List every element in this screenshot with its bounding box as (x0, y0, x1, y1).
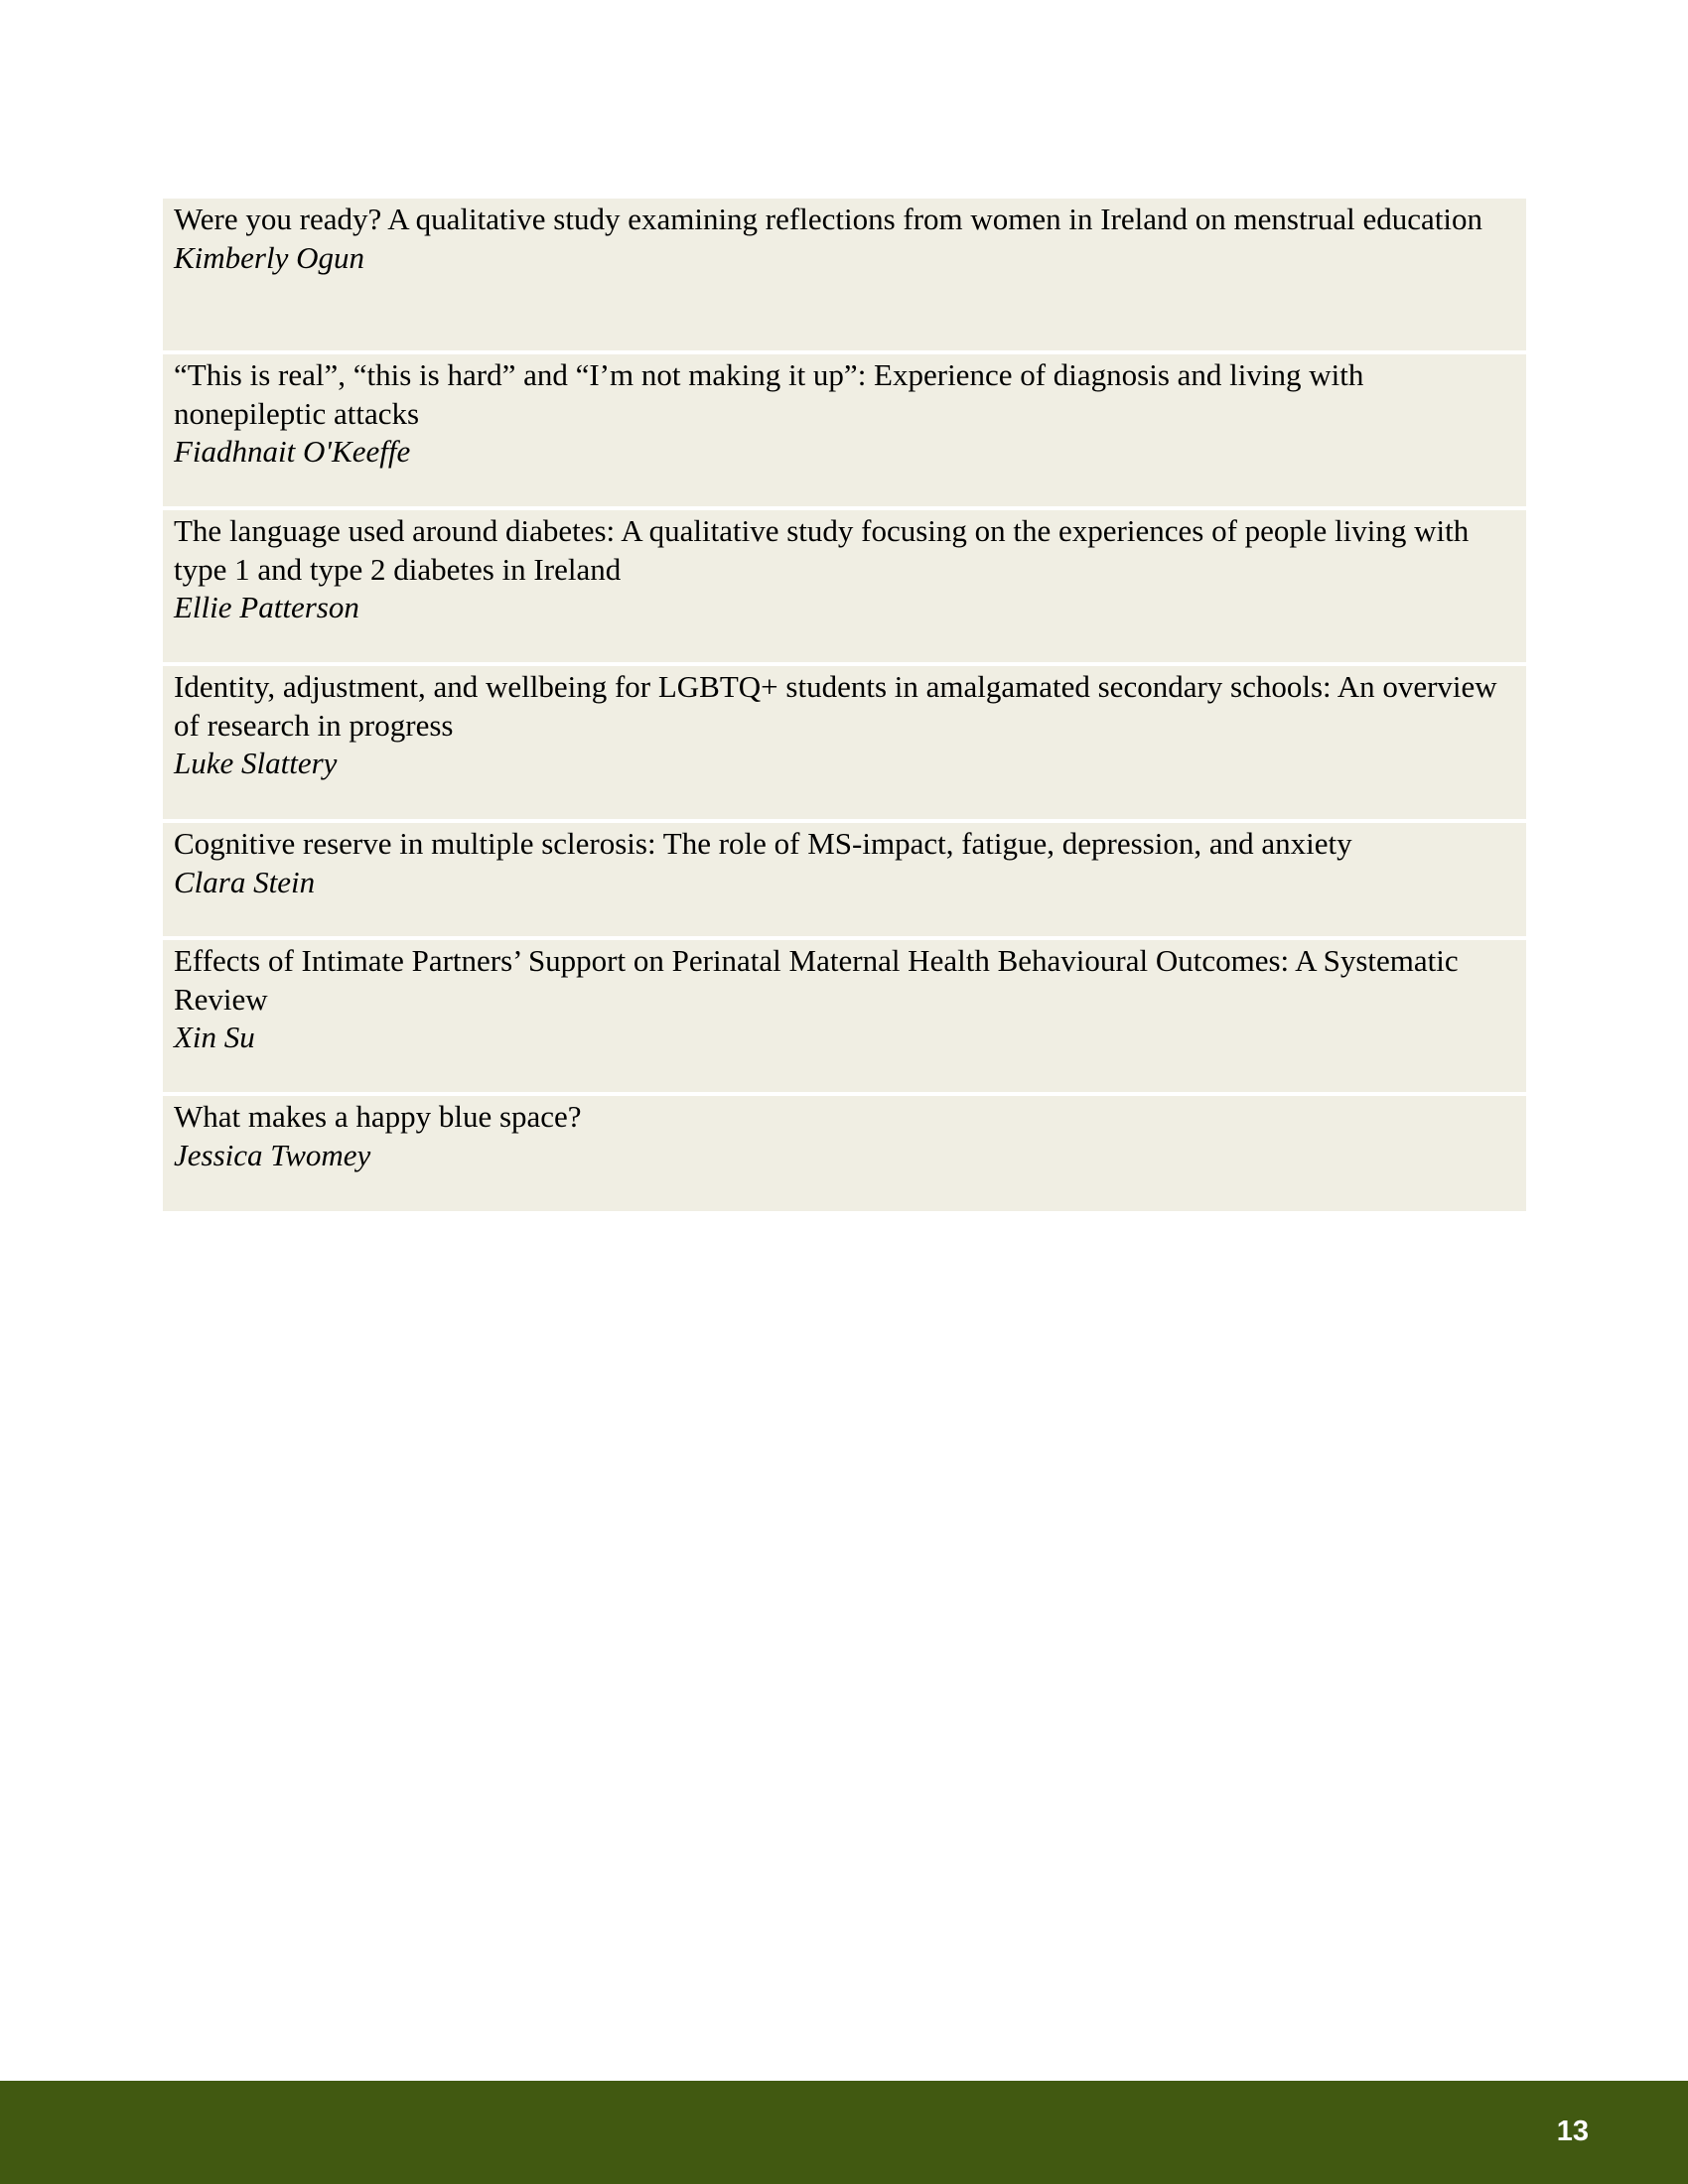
presenter-name: Luke Slattery (174, 746, 338, 780)
presenter-name: Jessica Twomey (174, 1137, 371, 1172)
presentation-entry (163, 666, 1526, 819)
presenter-name: Ellie Patterson (174, 590, 359, 624)
footer-bar (0, 2081, 1688, 2184)
presentation-entry (163, 510, 1526, 662)
presentation-title: Identity, adjustment, and wellbeing for LGBTQ+ students in amalgamated secondary schools: An overview of research in progress (174, 669, 1497, 743)
presentation-title: Were you ready? A qualitative study examining reflections from women in Ireland on menstrual education (174, 202, 1483, 236)
presentation-title: Cognitive reserve in multiple sclerosis: The role of MS-impact, fatigue, depression, and anxiety (174, 826, 1352, 861)
presentation-title: What makes a happy blue space? (174, 1099, 582, 1134)
presenter-name: Xin Su (174, 1020, 255, 1054)
presenter-name: Fiadhnait O'Keeffe (174, 434, 411, 469)
presenter-name: Kimberly Ogun (174, 239, 365, 275)
presentation-entry (163, 354, 1526, 506)
presentation-entry (163, 823, 1526, 936)
presentation-list (163, 199, 1526, 1215)
presentation-title: “This is real”, “this is hard” and “I’m not making it up”: Experience of diagnosis and living with nonepileptic attacks (174, 357, 1364, 431)
presenter-name: Clara Stein (174, 864, 316, 899)
page-number: 13 (1556, 2116, 1589, 2147)
presentation-entry (163, 940, 1526, 1092)
presentation-title: Effects of Intimate Partners’ Support on Perinatal Maternal Health Behavioural Outcomes: A Systematic Review (174, 943, 1459, 1017)
presentation-entry (163, 199, 1526, 350)
presentation-title: The language used around diabetes: A qualitative study focusing on the experiences of people living with type 1 and type 2 diabetes in Ireland (174, 513, 1470, 587)
presentation-entry (163, 1096, 1526, 1211)
